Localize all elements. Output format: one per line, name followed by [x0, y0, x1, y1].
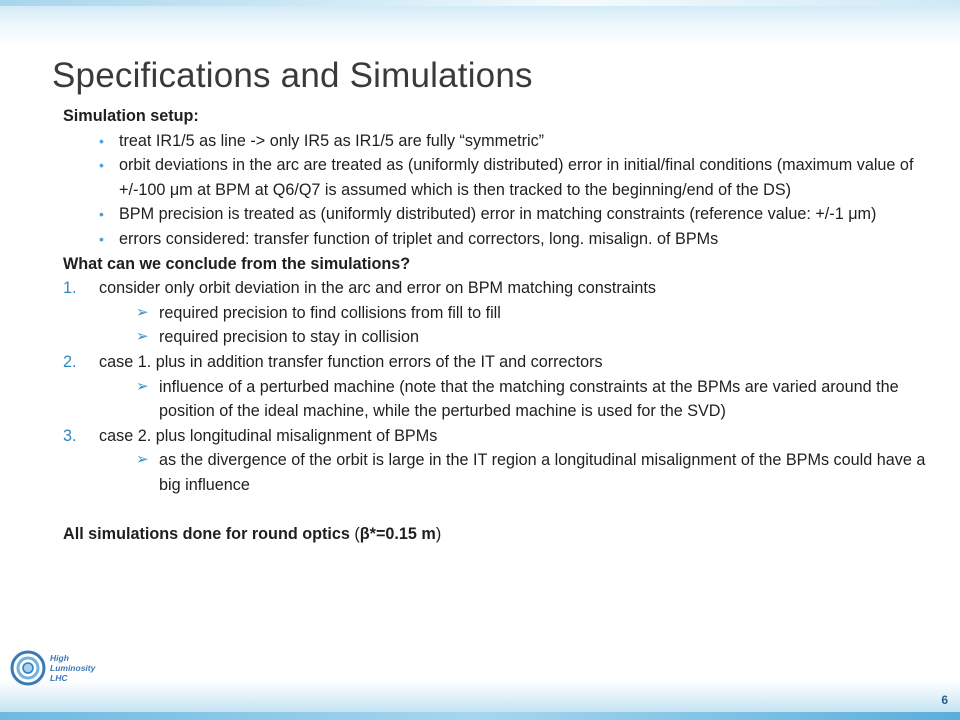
case-subitem: ➢ as the divergence of the orbit is large in the IT region a longitudinal misalignment of the BPMs could have a big influence — [63, 448, 943, 497]
case-text: consider only orbit deviation in the arc and error on BPM matching constraints — [99, 279, 656, 298]
top-decor-band — [0, 0, 960, 46]
setup-bullet-list — [63, 129, 943, 252]
case-list — [63, 276, 943, 301]
bullet-dot-icon: • — [99, 157, 104, 174]
beta-star-value: β*=0.15 m — [359, 524, 436, 543]
slide-title: Specifications and Simulations — [52, 56, 533, 95]
case-list — [63, 350, 943, 375]
case-subitem-list — [63, 448, 943, 497]
setup-bullet: • orbit deviations in the arc are treated as (uniformly distributed) error in initial/final conditions (maximum value of +/-100 μm at BPM at Q6/Q7 is assumed which is then tracked to the beginning/end of the DS) — [63, 153, 943, 202]
case-subitem-list — [63, 301, 943, 350]
page-number: 6 — [941, 693, 948, 707]
slide-content — [63, 104, 943, 546]
setup-bullet: • errors considered: transfer function of triplet and correctors, long. misalign. of BPMs — [63, 227, 943, 252]
case-number: 3. — [63, 426, 77, 445]
arrow-bullet-icon: ➢ — [136, 377, 149, 395]
case-subitem-list — [63, 375, 943, 424]
arrow-bullet-icon: ➢ — [136, 303, 149, 321]
case-list — [63, 424, 943, 449]
case-subitem: ➢ required precision to find collisions from fill to fill — [63, 301, 943, 326]
bullet-dot-icon: • — [99, 230, 104, 247]
case-number: 2. — [63, 352, 77, 371]
arrow-bullet-icon: ➢ — [136, 451, 149, 469]
case-text: case 2. plus longitudinal misalignment of BPMs — [99, 426, 438, 445]
hl-lhc-logo-icon — [10, 648, 50, 688]
hl-lhc-logo — [10, 648, 100, 688]
case-number: 1. — [63, 279, 77, 298]
case-item — [63, 276, 943, 301]
conclusions-heading: What can we conclude from the simulations? — [63, 254, 411, 273]
setup-heading: Simulation setup: — [63, 107, 199, 125]
case-item — [63, 424, 943, 449]
case-subitem: ➢ required precision to stay in collision — [63, 325, 943, 350]
case-item — [63, 350, 943, 375]
bullet-dot-icon: • — [99, 132, 104, 149]
logo-wordmark: High Luminosity LHC — [50, 653, 96, 683]
optics-statement: All simulations done for round optics (β*=0.15 m) — [63, 524, 442, 543]
bullet-dot-icon: • — [99, 206, 104, 223]
spacer — [63, 498, 943, 522]
case-subitem: ➢ influence of a perturbed machine (note that the matching constraints at the BPMs are varied around the position of the ideal machine, while the perturbed machine is used for the SVD) — [63, 375, 943, 424]
arrow-bullet-icon: ➢ — [136, 328, 149, 346]
setup-bullet: • treat IR1/5 as line -> only IR5 as IR1/5 are fully “symmetric” — [63, 129, 943, 154]
case-text: case 1. plus in addition transfer function errors of the IT and correctors — [99, 352, 603, 371]
bottom-decor-band — [0, 680, 960, 720]
setup-bullet: • BPM precision is treated as (uniformly distributed) error in matching constraints (reference value: +/-1 μm) — [63, 202, 943, 227]
